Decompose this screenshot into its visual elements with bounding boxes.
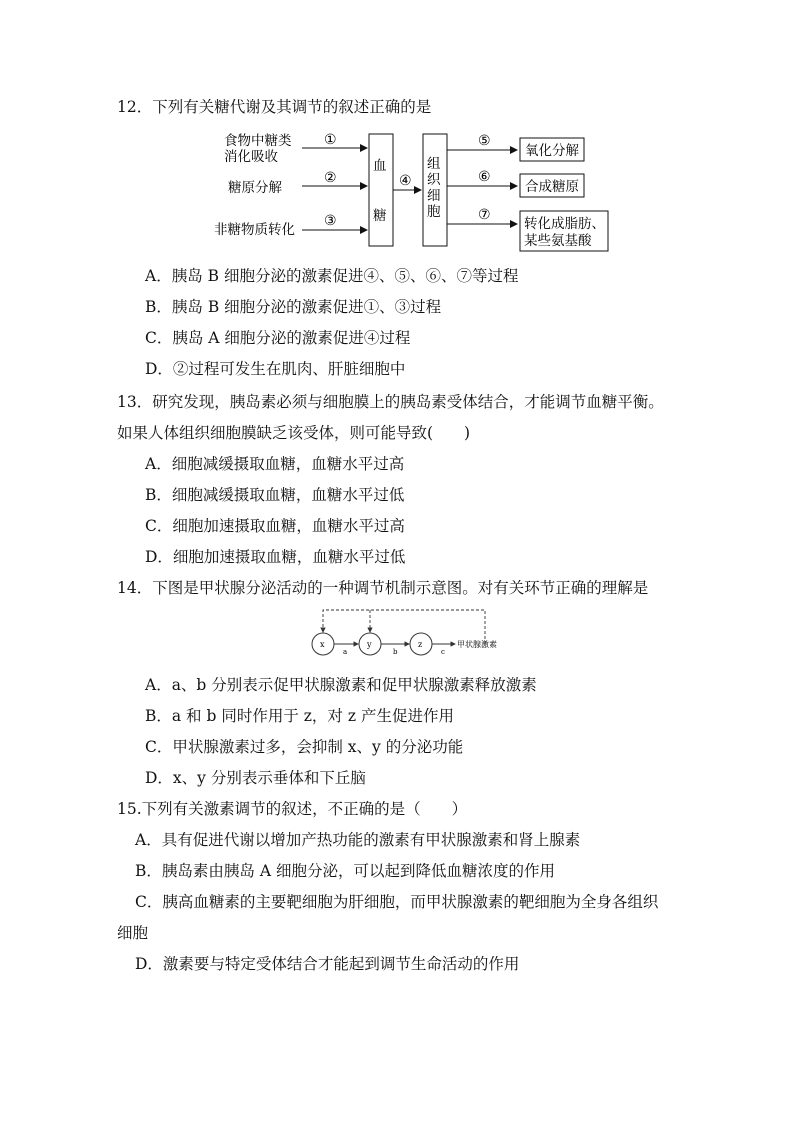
node-z-label: z	[418, 640, 423, 649]
q15-option-c-wrap: 细胞	[117, 924, 149, 942]
output-fat-2: 某些氨基酸	[524, 233, 592, 249]
source-label-2: 糖原分解	[228, 180, 282, 196]
tissue-char-4: 胞	[427, 204, 441, 220]
output-glycogen: 合成糖原	[525, 179, 579, 195]
source-label-3: 非糖物质转化	[214, 222, 295, 238]
num-6: ⑥	[478, 169, 491, 185]
thyroid-hormone-label: 甲状腺激素	[457, 640, 497, 649]
q12-option-c: C．胰岛 A 细胞分泌的激素促进④过程	[145, 329, 411, 347]
q12-stem: 12．下列有关糖代谢及其调节的叙述正确的是	[117, 98, 432, 116]
num-1: ①	[324, 132, 337, 148]
q15-option-b: B．胰岛素由胰岛 A 细胞分泌，可以起到降低血糖浓度的作用	[135, 862, 555, 880]
q13-option-c: C．细胞加速摄取血糖，血糖水平过高	[145, 517, 405, 535]
feedback-path-outer	[323, 610, 485, 644]
q14-option-b: B．a 和 b 同时作用于 z，对 z 产生促进作用	[145, 707, 454, 725]
q12-option-b: B．胰岛 B 细胞分泌的激素促进①、③过程	[145, 298, 442, 316]
node-x-label: x	[320, 640, 325, 649]
tissue-char-1: 组	[427, 156, 441, 172]
arrow-b-label: b	[393, 648, 398, 656]
blood-sugar-box	[369, 134, 393, 246]
num-2: ②	[324, 170, 337, 186]
q15-option-a: A．具有促进代谢以增加产热功能的激素有甲状腺激素和肾上腺素	[135, 831, 581, 849]
q13-stem-line2: 如果人体组织细胞膜缺乏该受体，则可能导致( )	[117, 424, 471, 442]
node-y-label: y	[367, 640, 372, 649]
source-label-1a: 食物中糖类	[224, 133, 292, 149]
num-3: ③	[324, 213, 337, 229]
tissue-char-2: 织	[427, 172, 441, 188]
num-4: ④	[399, 173, 412, 189]
q14-stem: 14．下图是甲状腺分泌活动的一种调节机制示意图。对有关环节正确的理解是	[117, 579, 649, 597]
q13-option-a: A．细胞减缓摄取血糖，血糖水平过高	[145, 455, 405, 473]
q14-option-a: A．a、b 分别表示促甲状腺激素和促甲状腺激素释放激素	[145, 676, 537, 694]
output-oxidation: 氧化分解	[525, 143, 579, 159]
q13-option-b: B．细胞减缓摄取血糖，血糖水平过低	[145, 486, 405, 504]
q12-option-d: D．②过程可发生在肌肉、肝脏细胞中	[145, 360, 406, 378]
q15-option-c: C．胰高血糖素的主要靶细胞为肝细胞，而甲状腺激素的靶细胞为全身各组织	[135, 893, 659, 911]
q14-option-c: C．甲状腺激素过多，会抑制 x、y 的分泌功能	[145, 738, 464, 756]
num-5: ⑤	[478, 133, 491, 149]
q14-thyroid-diagram	[305, 606, 505, 666]
q12-glucose-diagram	[210, 126, 630, 256]
q13-stem-line1: 13．研究发现，胰岛素必须与细胞膜上的胰岛素受体结合，才能调节血糖平衡。	[117, 393, 664, 411]
arrow-c-label: c	[441, 648, 445, 656]
q13-option-d: D．细胞加速摄取血糖，血糖水平过低	[145, 548, 406, 566]
tissue-char-3: 细	[427, 188, 441, 204]
output-fat-1: 转化成脂肪、	[524, 216, 605, 232]
source-label-1b: 消化吸收	[224, 149, 278, 165]
num-7: ⑦	[478, 207, 491, 223]
q12-option-a: A．胰岛 B 细胞分泌的激素促进④、⑤、⑥、⑦等过程	[145, 267, 519, 285]
q15-option-d: D．激素要与特定受体结合才能起到调节生命活动的作用	[135, 955, 520, 973]
arrow-a-label: a	[343, 648, 348, 656]
blood-char-2: 糖	[373, 208, 387, 224]
q14-option-d: D．x、y 分别表示垂体和下丘脑	[145, 769, 366, 787]
q15-stem: 15.下列有关激素调节的叙述，不正确的是（ ）	[117, 800, 468, 818]
blood-char-1: 血	[373, 158, 387, 174]
